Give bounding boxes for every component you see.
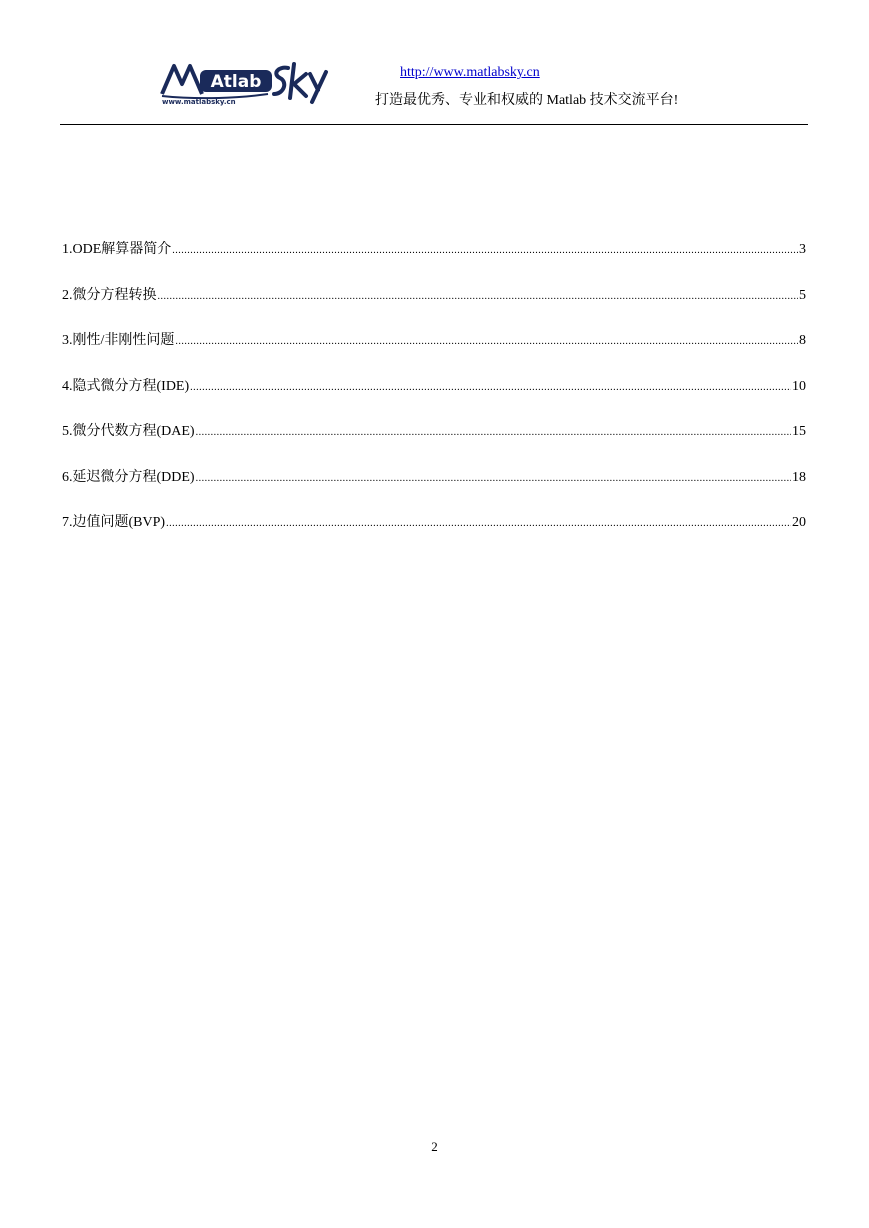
toc-entry-page: 20 [792, 515, 806, 530]
toc-entry-title: 4.隐式微分方程(IDE) [62, 378, 190, 394]
table-of-contents [62, 240, 806, 559]
toc-entry-title: 6.延迟微分方程(DDE) [62, 469, 195, 485]
toc-entry[interactable] [62, 377, 806, 423]
toc-dot-leader [172, 241, 798, 261]
toc-dot-leader [196, 469, 791, 489]
toc-entry-title: 3.刚性/非刚性问题 [62, 333, 175, 348]
toc-entry[interactable] [62, 286, 806, 332]
toc-entry-page: 8 [799, 333, 806, 348]
toc-entry-page: 5 [799, 287, 806, 303]
toc-entry-page: 10 [792, 378, 806, 394]
toc-dot-leader [196, 423, 791, 443]
page-number: 2 [431, 1139, 438, 1154]
toc-entry-title: 1.ODE解算器简介 [62, 242, 172, 257]
toc-entry-title: 5.微分代数方程(DAE) [62, 424, 195, 439]
toc-entry[interactable] [62, 240, 806, 286]
toc-entry-page: 15 [792, 424, 806, 439]
toc-entry[interactable] [62, 513, 806, 559]
page-header [0, 0, 869, 126]
header-divider [60, 124, 808, 125]
toc-entry[interactable] [62, 331, 806, 377]
website-link[interactable]: http://www.matlabsky.cn [400, 65, 540, 80]
toc-entry-page: 18 [792, 469, 806, 485]
matlabsky-logo [160, 60, 332, 106]
toc-dot-leader [190, 378, 791, 398]
svg-text:www.matlabsky.cn: www.matlabsky.cn [162, 98, 236, 106]
toc-dot-leader [158, 287, 799, 307]
header-slogan: 打造最优秀、专业和权威的 Matlab 技术交流平台! [375, 93, 679, 108]
toc-entry-title: 2.微分方程转换 [62, 287, 157, 303]
toc-dot-leader [166, 514, 791, 534]
toc-entry-title: 7.边值问题(BVP) [62, 515, 166, 530]
toc-dot-leader [175, 332, 798, 352]
toc-entry-page: 3 [799, 242, 806, 257]
toc-entry[interactable] [62, 468, 806, 514]
svg-text:Atlab: Atlab [210, 72, 262, 92]
toc-entry[interactable] [62, 422, 806, 468]
